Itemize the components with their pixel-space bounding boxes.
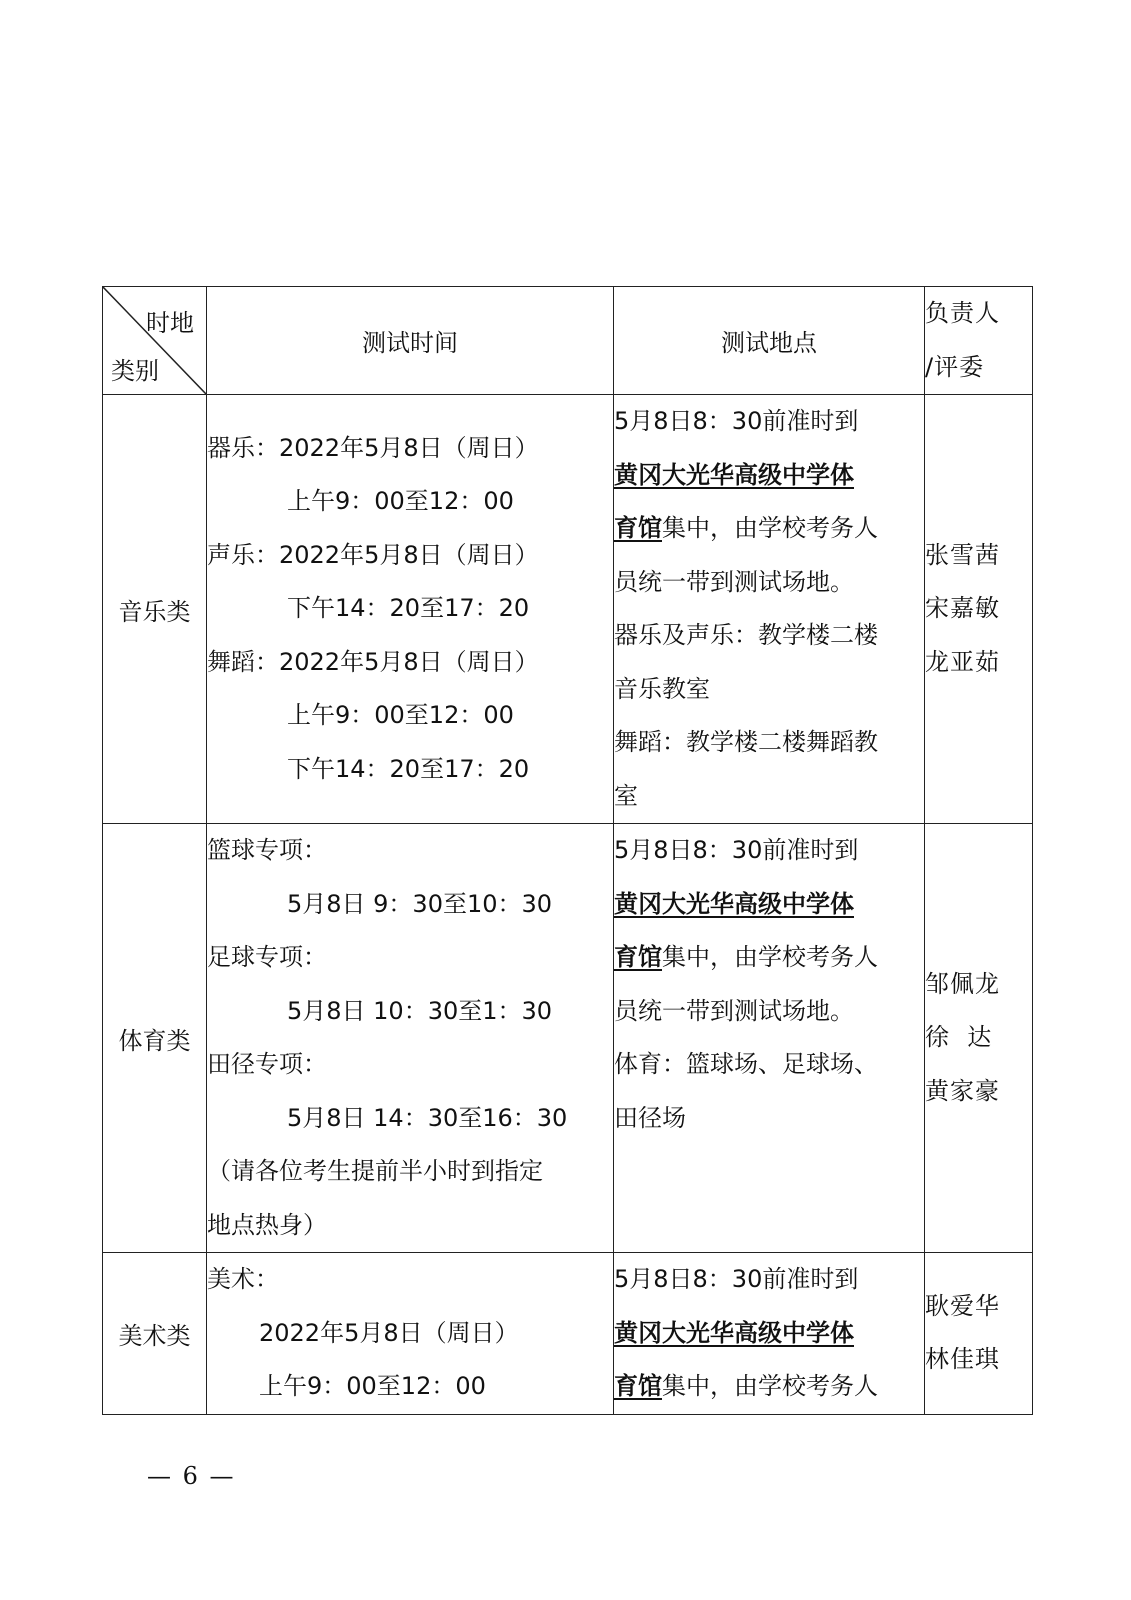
place-cell xyxy=(614,395,925,824)
responsible-name: 林佳琪 xyxy=(925,1345,1000,1374)
table-header-row xyxy=(103,287,1033,395)
time-line: （请各位考生提前半小时到指定 xyxy=(207,1157,543,1185)
header-responsible-line2: /评委 xyxy=(925,352,985,381)
venue-name: 黄冈大光华高级中学体 xyxy=(614,460,854,489)
responsible-name: 龙亚茹 xyxy=(925,647,1000,676)
place-text: 集中，由学校考务人 xyxy=(662,514,878,542)
time-line: 舞蹈：2022年5月8日（周日） xyxy=(207,647,539,676)
venue-name-end: 育馆 xyxy=(614,514,662,542)
schedule-table xyxy=(102,286,1033,1415)
venue-name-end: 育馆 xyxy=(614,943,662,971)
header-test-time: 测试时间 xyxy=(207,287,614,395)
time-line: 足球专项： xyxy=(207,943,327,971)
responsible-cell xyxy=(925,1253,1033,1415)
responsible-name: 邹佩龙 xyxy=(925,969,1000,998)
time-cell xyxy=(207,395,614,824)
place-line: 员统一带到测试场地。 xyxy=(614,567,854,596)
time-line: 下午14：20至17：20 xyxy=(287,594,530,623)
place-line xyxy=(614,502,924,556)
header-responsible-line1: 负责人 xyxy=(925,299,1000,327)
page-number: — 6 — xyxy=(147,1462,236,1490)
time-line: 声乐：2022年5月8日（周日） xyxy=(207,540,539,569)
time-line: 器乐：2022年5月8日（周日） xyxy=(207,433,539,462)
time-line: 上午9：00至12：00 xyxy=(287,487,514,516)
time-line: 5月8日 9：30至10：30 xyxy=(287,889,553,918)
responsible-name: 徐 达 xyxy=(925,1023,993,1052)
time-line: 上午9：00至12：00 xyxy=(259,1372,486,1400)
responsible-name: 黄家豪 xyxy=(925,1076,1000,1105)
responsible-cell xyxy=(925,824,1033,1253)
place-line: 音乐教室 xyxy=(614,674,710,703)
place-line: 器乐及声乐：教学楼二楼 xyxy=(614,621,878,649)
time-cell xyxy=(207,824,614,1253)
header-diagonal-cell xyxy=(103,287,207,395)
place-text: 集中，由学校考务人 xyxy=(662,943,878,971)
category-cell: 体育类 xyxy=(103,824,207,1253)
table-row-sports xyxy=(103,824,1033,1253)
time-line: 5月8日 14：30至16：30 xyxy=(287,1103,568,1132)
time-line: 地点热身） xyxy=(207,1210,327,1239)
category-cell: 音乐类 xyxy=(103,395,207,824)
header-test-place: 测试地点 xyxy=(614,287,925,395)
place-line xyxy=(614,931,924,985)
time-line: 下午14：20至17：20 xyxy=(287,754,530,783)
place-cell xyxy=(614,824,925,1253)
place-line xyxy=(614,1360,924,1414)
place-line: 员统一带到测试场地。 xyxy=(614,996,854,1025)
time-line: 上午9：00至12：00 xyxy=(287,701,514,730)
place-line: 5月8日8：30前准时到 xyxy=(614,836,859,864)
time-line: 5月8日 10：30至1：30 xyxy=(287,996,553,1025)
responsible-name: 宋嘉敏 xyxy=(925,594,1000,623)
responsible-name: 张雪茜 xyxy=(925,540,1000,569)
header-location-label: 时地 xyxy=(146,309,194,337)
place-text: 集中，由学校考务人 xyxy=(662,1372,878,1400)
time-line: 田径专项： xyxy=(207,1050,327,1078)
responsible-name: 耿爱华 xyxy=(925,1291,1000,1320)
place-cell xyxy=(614,1253,925,1415)
header-category-label: 类别 xyxy=(111,357,159,385)
time-cell xyxy=(207,1253,614,1415)
place-line: 5月8日8：30前准时到 xyxy=(614,407,859,435)
venue-name: 黄冈大光华高级中学体 xyxy=(614,1318,854,1347)
responsible-cell xyxy=(925,395,1033,824)
time-line: 篮球专项： xyxy=(207,836,327,864)
time-line: 2022年5月8日（周日） xyxy=(259,1318,519,1347)
place-line: 体育：篮球场、足球场、 xyxy=(614,1050,878,1078)
place-line: 舞蹈：教学楼二楼舞蹈教 xyxy=(614,728,878,756)
table-row-art xyxy=(103,1253,1033,1415)
place-line: 室 xyxy=(614,781,638,810)
header-responsible xyxy=(925,287,1033,395)
table-row-music xyxy=(103,395,1033,824)
time-line: 美术： xyxy=(207,1265,279,1293)
place-line: 5月8日8：30前准时到 xyxy=(614,1265,859,1293)
place-line: 田径场 xyxy=(614,1103,686,1132)
venue-name: 黄冈大光华高级中学体 xyxy=(614,889,854,918)
venue-name-end: 育馆 xyxy=(614,1372,662,1400)
category-cell: 美术类 xyxy=(103,1253,207,1415)
